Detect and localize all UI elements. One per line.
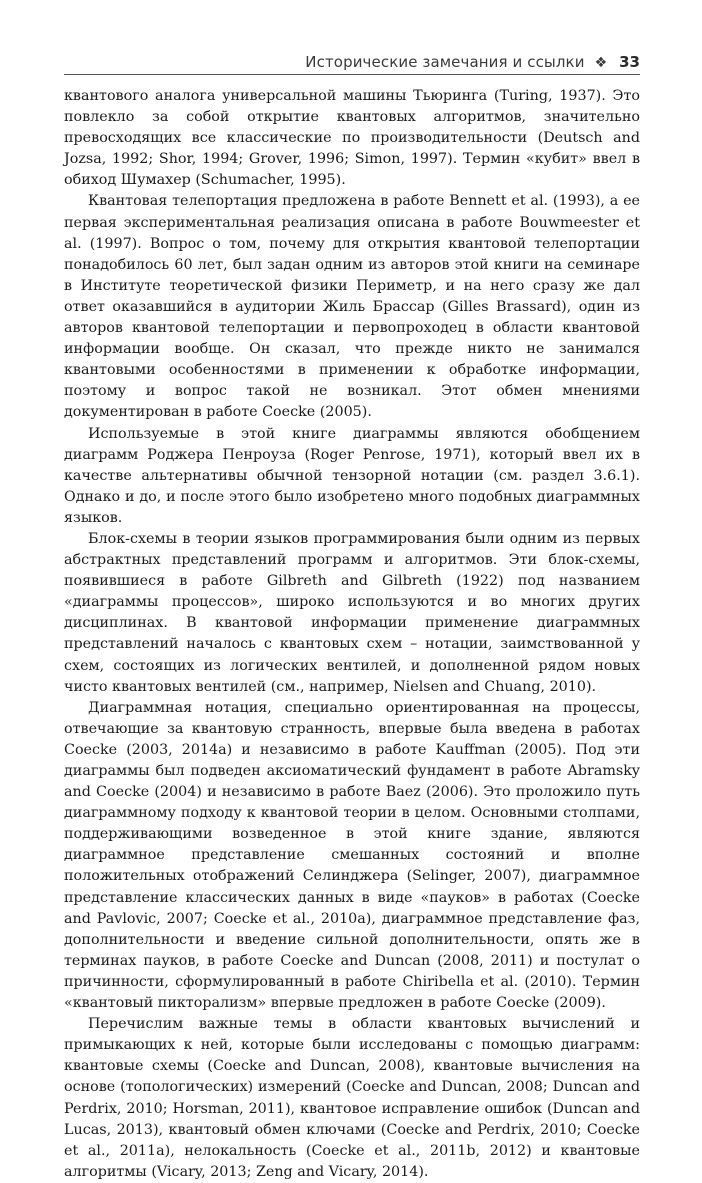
paragraph-diagrammatic-notation: Диаграммная нотация, специально ориентированная на процессы, отвечающие за квантовую странность, впервые была введена в работах Coecke (2003, 2014a) и независимо в работе Kauffman (2005). Под эти диаграммы был подведен аксиоматический фундамент в работе Abramsky and Coecke (2004) и независимо в работе Baez (2006). Это проложило путь диаграммному подходу к квантовой теории в целом. Основными столпами, поддерживающими возведенное в этой книге здание, являются диаграммное представление смешанных состояний и вполне положительных отображений Селинджера (Selinger, 2007), диаграммное представление классических данных в виде «пауков» в работах (Coecke and Pavlovic, 2007; Coecke et al., 2010a), диаграммное представление фаз, дополнительности и введение сильной дополнительности, опять же в терминах пауков, в работе Coecke and Duncan (2008, 2011) и постулат о причинности, сформулированный в работе Chiribella et al. (2010). Термин «квантовый пикторализм» впервые предложен в работе Coecke (2009). — [64, 699, 640, 1012]
running-header-title: Исторические замечания и ссылки — [305, 53, 585, 71]
paragraph-penrose-diagrams: Используемые в этой книге диаграммы являются обобщением диаграмм Роджера Пенроуза (Roger Penrose, 1971), который ввел их в качестве альтернативы обычной тензорной нотации (см. раздел 3.6.1). Однако и до, и после этого было изобретено много подобных диаграммных языков. — [64, 425, 640, 526]
header-rule — [64, 74, 640, 75]
running-header — [64, 46, 640, 70]
page-number: 33 — [619, 53, 640, 71]
paragraph-flowcharts: Блок-схемы в теории языков программирования были одним из первых абстрактных представлений программ и алгоритмов. Эти блок-схемы, появившиеся в работе Gilbreth and Gilbreth (1922) под названием «диаграммы процессов», широко используются и во многих других дисциплинах. В квантовой информации применение диаграммных представлений началось с квантовых схем – нотации, заимствованной у схем, состоящих из логических вентилей, и дополненной рядом новых чисто квантовых вентилей (см., например, Nielsen and Chuang, 2010). — [64, 530, 640, 695]
body-text — [64, 86, 640, 1183]
paragraph-topics: Перечислим важные темы в области квантовых вычислений и примыкающих к ней, которые были исследованы с помощью диаграмм: квантовые схемы (Coecke and Duncan, 2008), квантовые вычисления на основе (топологических) измерений (Coecke and Duncan, 2008; Duncan and Perdrix, 2010; Horsman, 2011), квантовое исправление ошибок (Duncan and Lucas, 2013), квантовый обмен ключами (Coecke and Perdrix, 2010; Coecke et al., 2011a), нелокальность (Coecke et al., 2011b, 2012) и квантовые алгоритмы (Vicary, 2013; Zeng and Vicary, 2014). — [64, 1016, 640, 1180]
ornament-icon: ❖ — [594, 55, 608, 71]
paragraph-continuation: квантового аналога универсальной машины Тьюринга (Turing, 1937). Это повлекло за собой открытие квантовых алгоритмов, значительно превосходящих все классические по производительности (Deutsch and Jozsa, 1992; Shor, 1994; Grover, 1996; Simon, 1997). Термин «кубит» ввел в обиход Шумахер (Schumacher, 1995). — [64, 88, 640, 189]
paragraph-teleportation: Квантовая телепортация предложена в работе Bennett et al. (1993), а ее первая экспериментальная реализация описана в работе Bouwmeester et al. (1997). Вопрос о том, почему для открытия квантовой телепортации понадобилось 60 лет, был задан одним из авторов этой книги на семинаре в Институте теоретической физики Периметр, и на него сразу же дал ответ оказавшийся в аудитории Жиль Брассар (Gilles Brassard), один из авторов квантовой телепортации и первопроходец в области квантовой информации вообще. Он сказал, что прежде никто не занимался квантовыми особенностями в применении к обработке информации, поэтому и вопрос такой не возникал. Этот обмен мнениями документирован в работе Coecke (2005). — [64, 193, 640, 421]
